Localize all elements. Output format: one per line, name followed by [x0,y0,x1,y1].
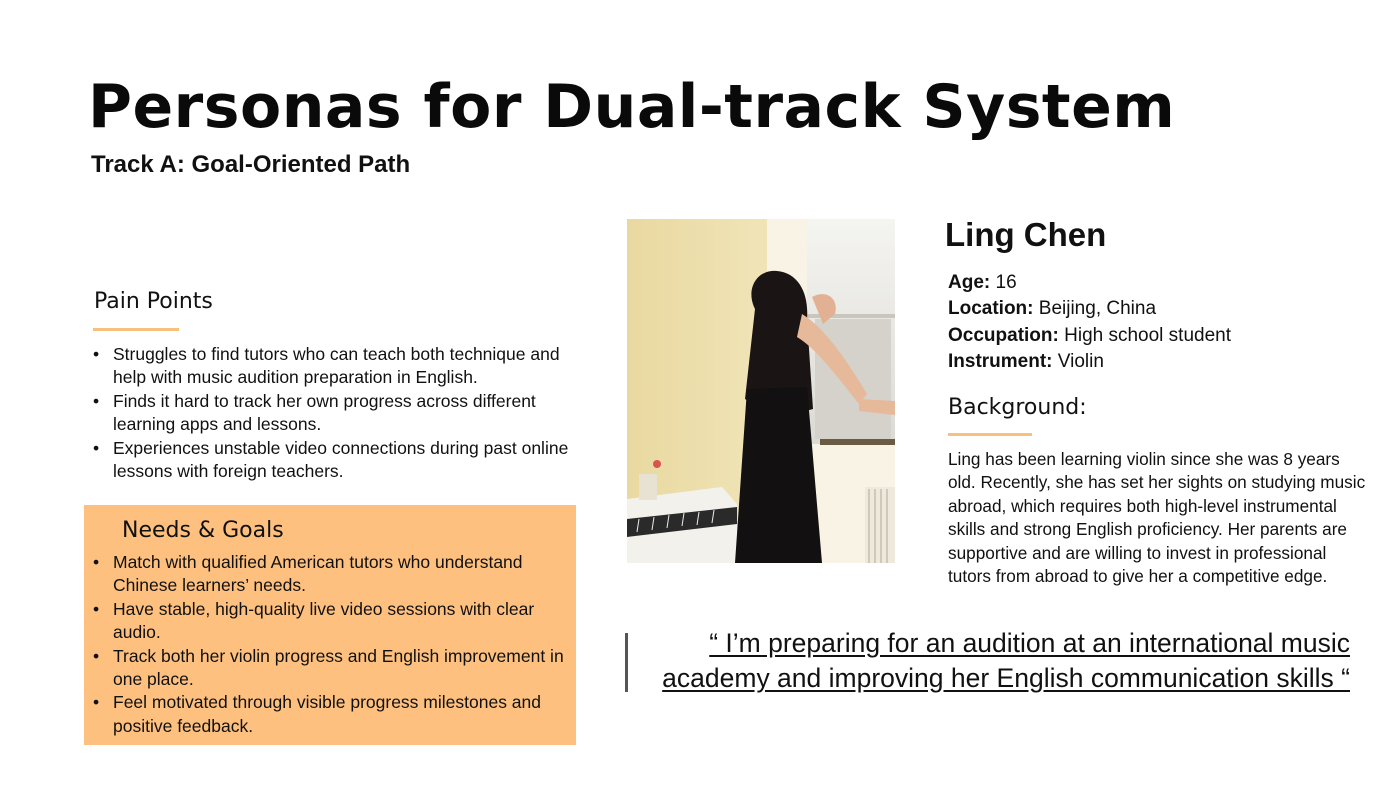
background-heading: Background: [948,395,1087,420]
age-value: 16 [995,272,1017,293]
needs-goal-item: • Have stable, high-quality live video sessions with clear audio. [93,598,573,645]
needs-goals-list [93,551,573,738]
occupation-row [948,323,1231,349]
violinist-illustration [627,219,895,563]
needs-goal-item: • Match with qualified American tutors who understand Chinese learners’ needs. [93,551,573,598]
pain-point-item: • Experiences unstable video connections during past online lessons with foreign teachers. [93,437,583,484]
age-row [948,270,1231,296]
persona-name: Ling Chen [945,216,1107,253]
pain-point-item: • Finds it hard to track her own progress across different learning apps and lessons. [93,390,583,437]
pain-point-item: • Struggles to find tutors who can teach both technique and help with music audition preparation in English. [93,343,583,390]
pain-points-heading: Pain Points [94,289,213,314]
occupation-value: High school student [1064,324,1232,346]
instrument-value: Violin [1057,350,1104,372]
page-subtitle: Track A: Goal-Oriented Path [91,151,411,178]
needs-goal-item: • Track both her violin progress and English improvement in one place. [93,645,573,692]
page-title: Personas for Dual-track System [88,72,1176,142]
background-text: Ling has been learning violin since she was 8 years old. Recently, she has set her sights on studying music abroad, which requires both high-level instrumental skills and strong English proficiency. Her parents are supportive and are willing to invest in professional tutors from abroad to give her a competitive edge. [948,449,1366,587]
persona-photo [627,219,895,563]
needs-goals-heading: Needs & Goals [122,518,284,543]
instrument-label: Instrument: [948,350,1053,372]
instrument-row [948,349,1231,375]
occupation-label: Occupation: [948,324,1059,346]
needs-goal-item: • Feel motivated through visible progress milestones and positive feedback. [93,691,573,738]
background-underline [948,433,1032,436]
quote-bar [625,633,628,692]
persona-quote: “ I’m preparing for an audition at an international music academy and improving her English communication skills “ [662,628,1350,693]
pain-points-list [93,343,583,483]
location-row [948,296,1231,322]
location-value: Beijing, China [1038,298,1157,320]
age-label: Age: [948,272,991,293]
location-label: Location: [948,298,1034,320]
persona-info [948,270,1231,375]
pain-points-underline [93,328,179,331]
